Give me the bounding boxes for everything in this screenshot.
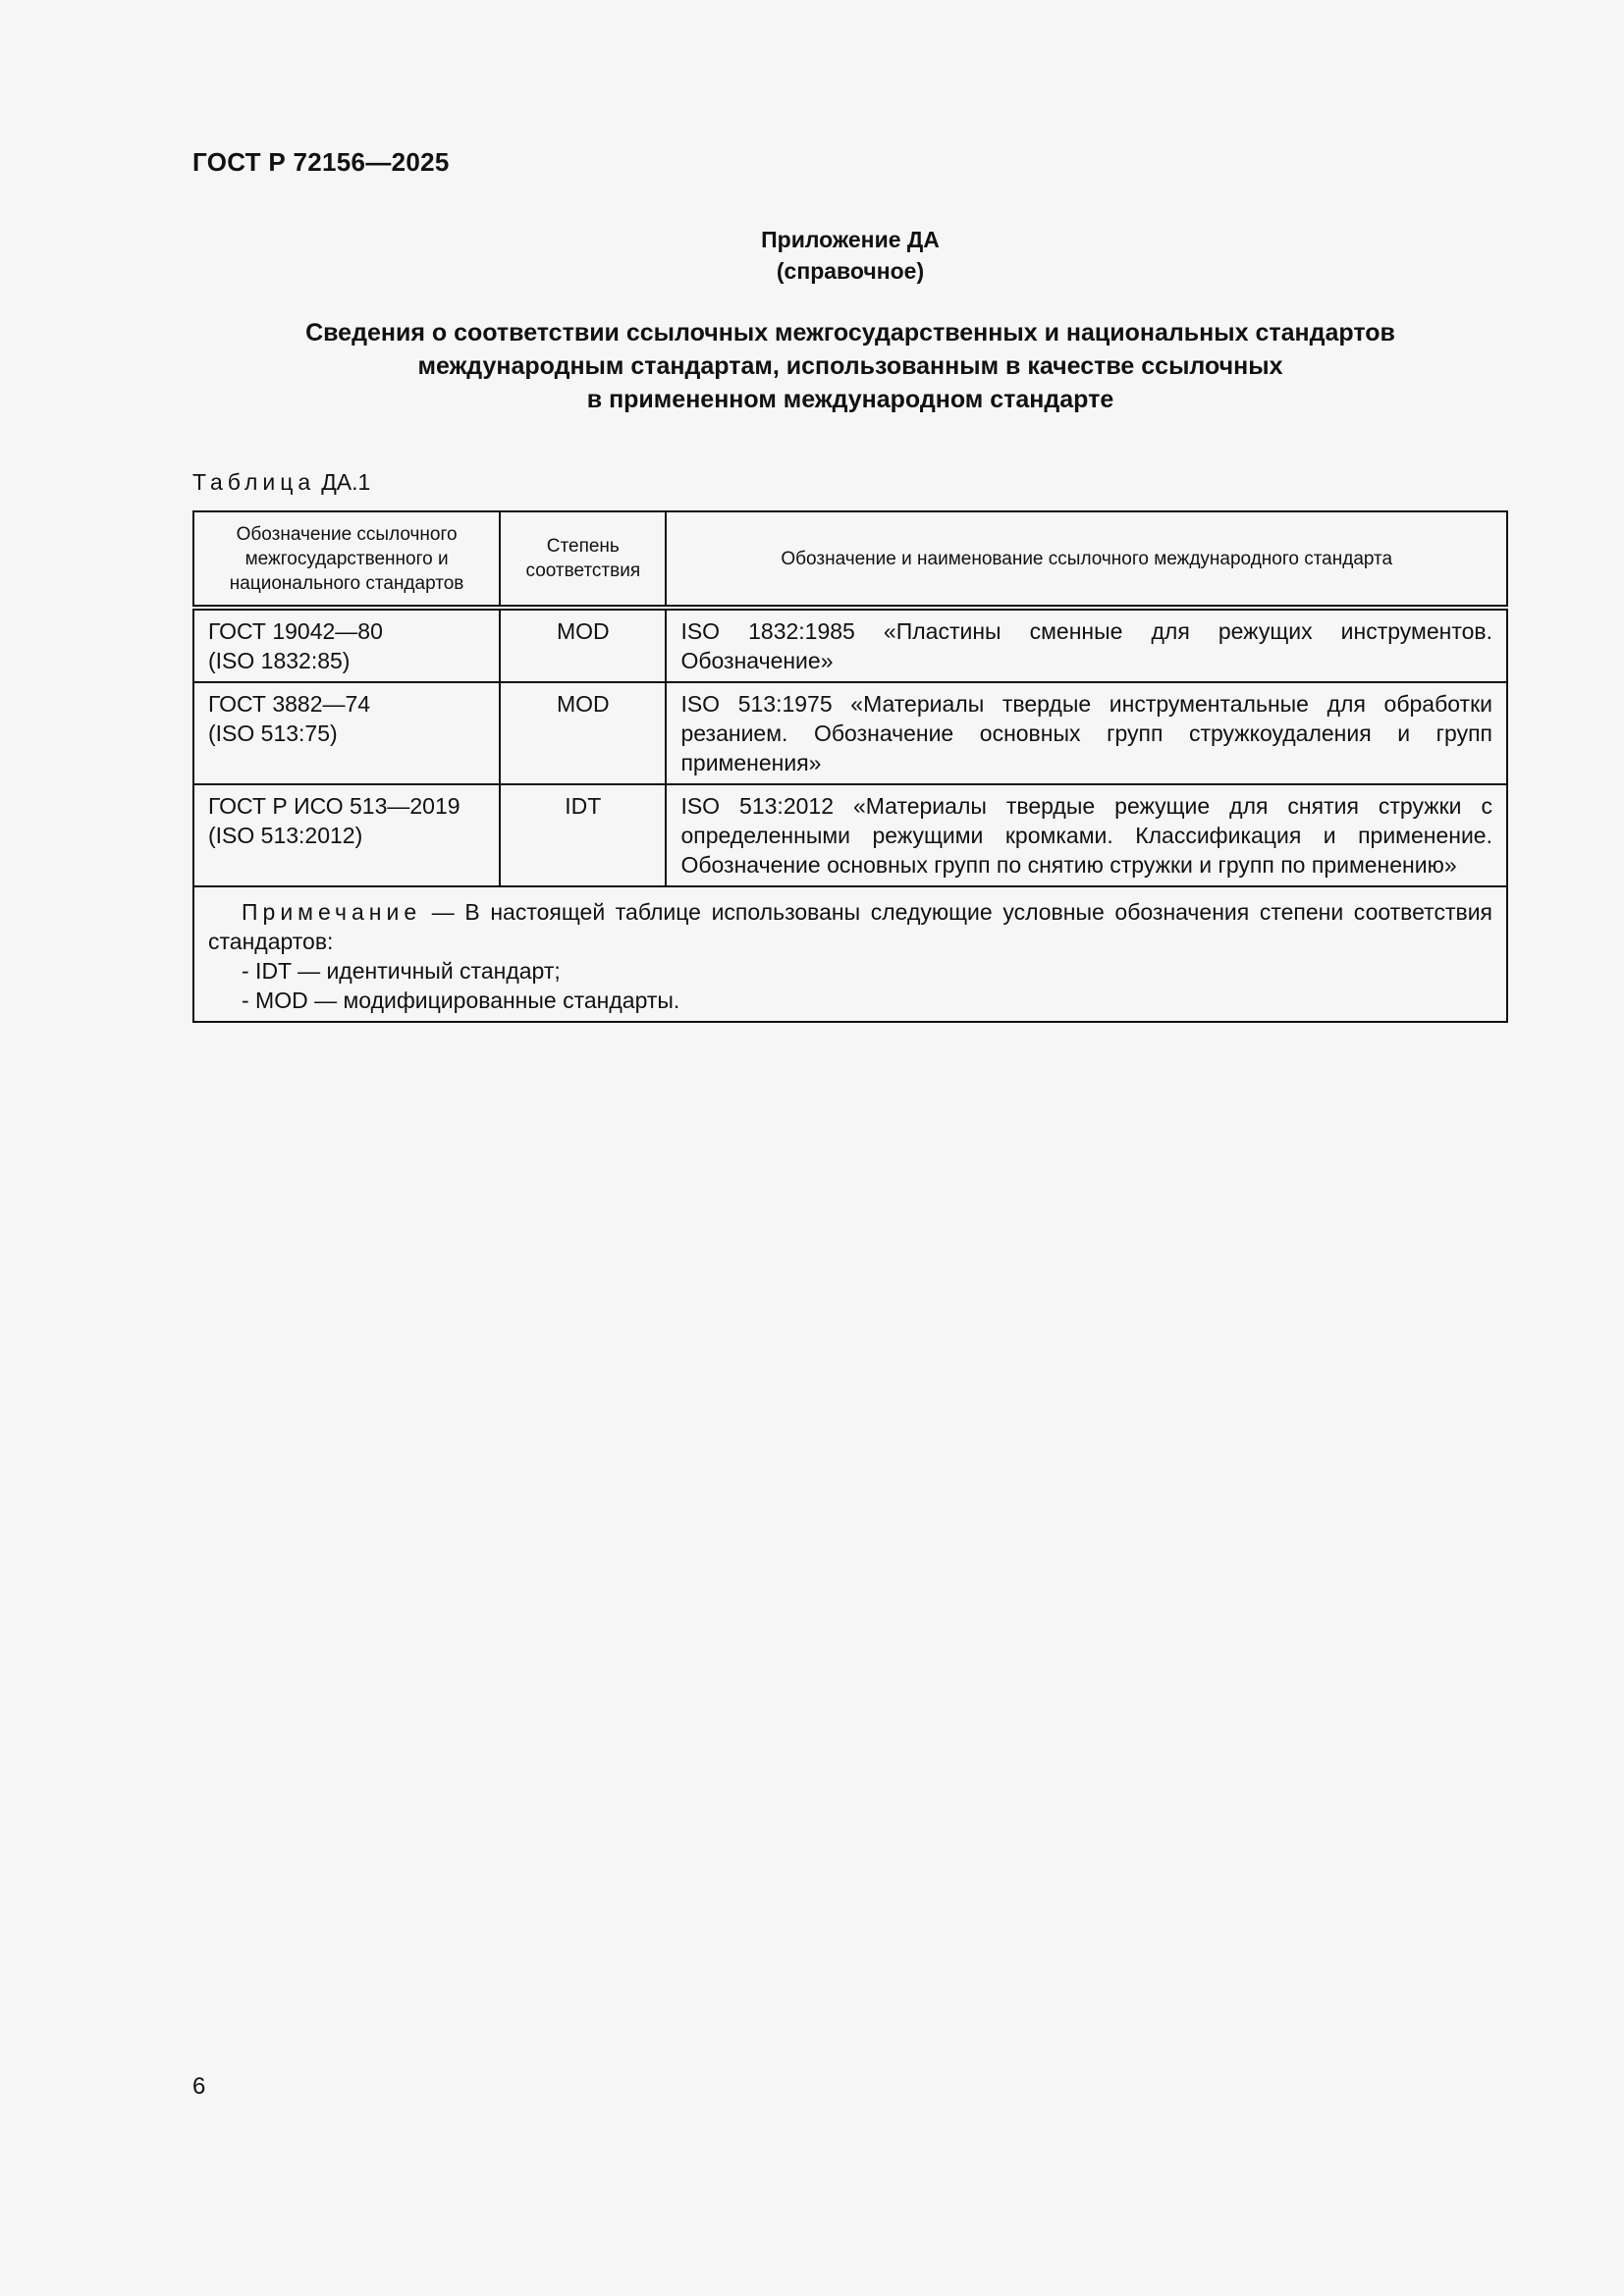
degree-cell: IDT bbox=[500, 784, 666, 886]
document-title bbox=[192, 316, 1508, 416]
table-caption-number: ДА.1 bbox=[321, 469, 371, 495]
table-caption-label: Таблица bbox=[192, 469, 316, 495]
header-international: Обозначение и наименование ссылочного международного стандарта bbox=[666, 511, 1507, 608]
table-row bbox=[193, 682, 1507, 784]
table-caption bbox=[192, 469, 370, 496]
note-item: - MOD — модифицированные стандарты. bbox=[242, 988, 680, 1013]
note-body: — В настоящей таблице использованы следующие условные обозначения степени соответствия стандартов: bbox=[208, 899, 1492, 954]
table-row bbox=[193, 608, 1507, 682]
title-line: международным стандартам, использованным в качестве ссылочных bbox=[417, 352, 1283, 380]
note-label: Примечание bbox=[242, 899, 422, 925]
designation-equivalent: (ISO 513:75) bbox=[208, 721, 338, 746]
degree-cell: MOD bbox=[500, 682, 666, 784]
appendix-heading bbox=[192, 224, 1508, 287]
designation-cell bbox=[193, 608, 500, 682]
designation-cell bbox=[193, 682, 500, 784]
page-number: 6 bbox=[192, 2073, 206, 2100]
international-cell: ISO 513:1975 «Материалы твердые инструментальные для обработки резанием. Обозначение основных групп стружкоудаления и групп применения» bbox=[666, 682, 1507, 784]
document-code: ГОСТ Р 72156—2025 bbox=[192, 147, 450, 177]
international-cell: ISO 1832:1985 «Пластины сменные для режущих инструментов. Обозначение» bbox=[666, 608, 1507, 682]
international-cell: ISO 513:2012 «Материалы твердые режущие для снятия стружки с определенными режущими кромками. Классификация и применение. Обозначение основных групп по снятию стружки и групп по применению» bbox=[666, 784, 1507, 886]
table-header-row bbox=[193, 511, 1507, 608]
designation-standard: ГОСТ 19042—80 bbox=[208, 618, 383, 644]
table-note-row bbox=[193, 886, 1507, 1022]
designation-standard: ГОСТ 3882—74 bbox=[208, 691, 371, 717]
header-degree: Степень соответствия bbox=[500, 511, 666, 608]
designation-equivalent: (ISO 1832:85) bbox=[208, 648, 351, 673]
appendix-title: Приложение ДА bbox=[761, 227, 940, 252]
table-note bbox=[193, 886, 1507, 1022]
note-item: - IDT — идентичный стандарт; bbox=[242, 958, 561, 984]
correspondence-table bbox=[192, 510, 1508, 1023]
degree-cell: MOD bbox=[500, 608, 666, 682]
title-line: Сведения о соответствии ссылочных межгосударственных и национальных стандартов bbox=[305, 319, 1395, 347]
designation-standard: ГОСТ Р ИСО 513—2019 bbox=[208, 793, 460, 819]
table-row bbox=[193, 784, 1507, 886]
header-designation: Обозначение ссылочного межгосударственного и национального стандартов bbox=[193, 511, 500, 608]
title-line: в примененном международном стандарте bbox=[586, 386, 1114, 413]
designation-equivalent: (ISO 513:2012) bbox=[208, 823, 363, 848]
designation-cell bbox=[193, 784, 500, 886]
note-text bbox=[208, 897, 1492, 956]
appendix-kind: (справочное) bbox=[776, 258, 925, 284]
